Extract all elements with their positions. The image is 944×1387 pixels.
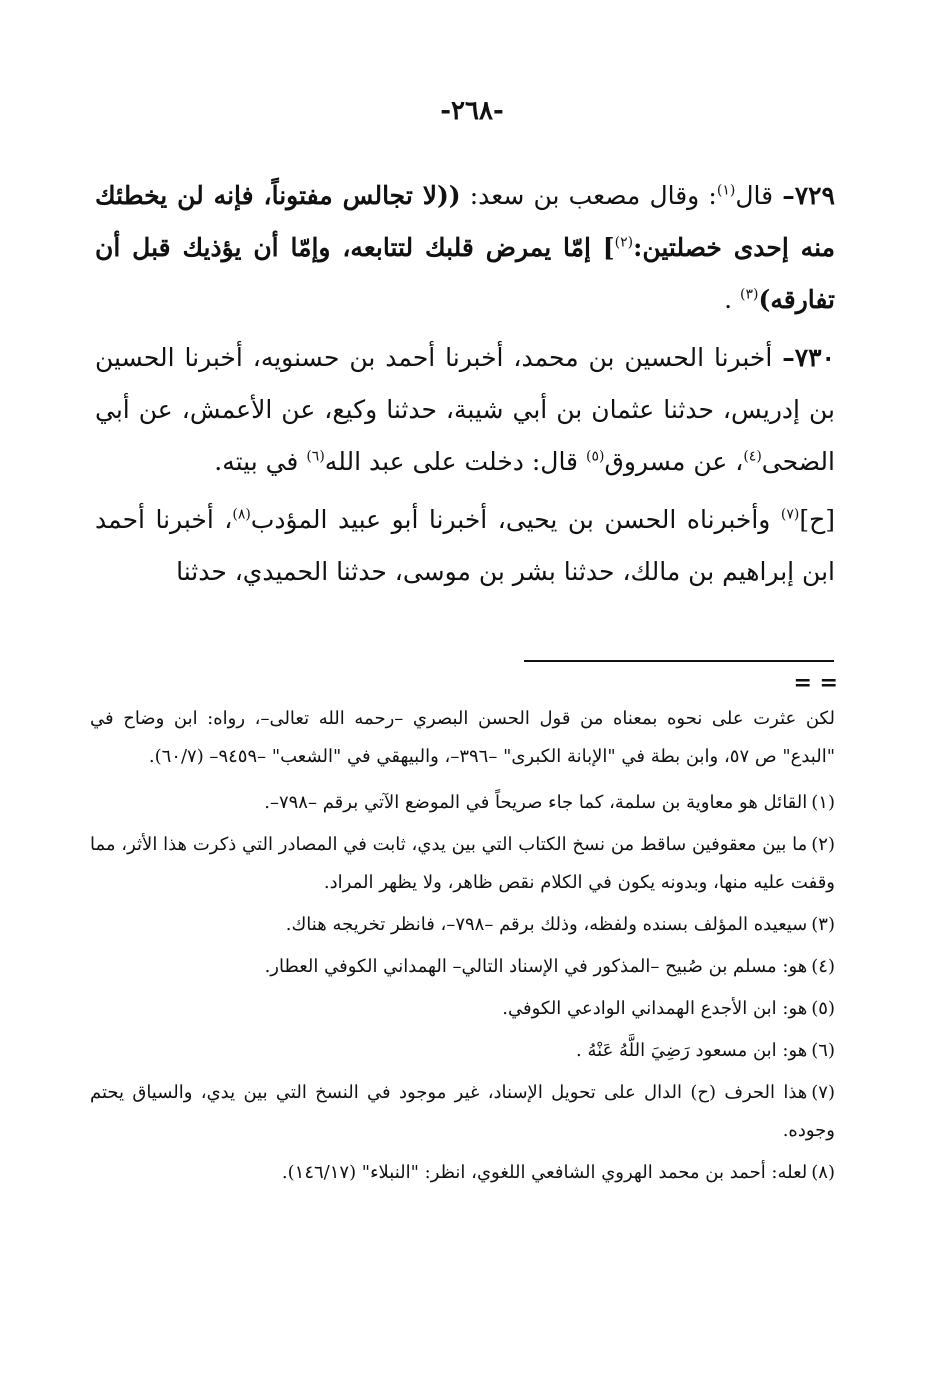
footnote-text: القائل هو معاوية بن سلمة، كما جاء صريحاً في الموضع الآتي برقم –٧٩٨–. (264, 792, 808, 813)
footnotes (90, 700, 835, 1196)
footnote-ref: (٧) (780, 506, 800, 523)
footnote-3 (90, 906, 835, 944)
footnote-continuation: لكن عثرت على نحوه بمعناه من قول الحسن البصري –رحمه الله تعالى–، رواه: ابن وضاح في "البدع" ص ٥٧، وابن بطة في "الإبانة الكبرى" –٣٩٦–، والبيهقي في "الشعب" –٩٤٥٩– (٦٠/٧). (90, 708, 835, 767)
footnote-1 (90, 784, 835, 822)
footnote-2 (90, 826, 835, 902)
entry-text: قال (735, 181, 774, 210)
entry-text: ، أخبرنا أحمد ابن إبراهيم بن مالك، حدثنا بشر بن موسى، حدثنا الحميدي، حدثنا (95, 505, 835, 586)
page-number: -٢٦٨- (440, 96, 504, 126)
footnote-label: (١) (811, 792, 835, 813)
footnote-ref: (٥) (585, 448, 605, 465)
entry-text: في بيته. (214, 447, 307, 476)
footnote-text: هو: ابن الأجدع الهمداني الوادعي الكوفي. (502, 998, 808, 1019)
entry-730-chain (95, 494, 835, 598)
footnote-text: سيعيده المؤلف بسنده ولفظه، وذلك برقم –٧٩٨–، فانظر تخريجه هناك. (285, 914, 808, 935)
footnote-ref: (٢) (614, 234, 634, 251)
entry-number: ٧٢٩– (782, 181, 835, 210)
footnote-label: (٤) (811, 956, 835, 977)
footnote-ref: (٣) (740, 286, 759, 303)
quote-text: ((لا تجالس مفتوناً، فإنه لن يخطئك منه إحدى خصلتين: (95, 181, 836, 262)
footnote-4 (90, 948, 835, 986)
footnote-ref: (١) (716, 182, 736, 199)
entry-729 (95, 170, 835, 326)
entry-text: أخبرنا الحسين بن محمد، أخبرنا أحمد بن حسنويه، أخبرنا الحسين بن إدريس، حدثنا عثمان بن أبي شيبة، حدثنا وكيع، عن الأعمش، عن أبي الضحى (95, 343, 835, 476)
footnote-ref: (٨) (232, 506, 251, 523)
entry-text: قال: دخلت على عبد الله (324, 447, 586, 476)
footnote-8 (90, 1154, 835, 1192)
footnote-label: (٢) (811, 834, 835, 855)
footnote-label: (٥) (811, 998, 835, 1019)
quote-text: ] إمّا يمرض قلبك لتتابعه، وإمّا أن يؤذيك قبل أن تفارقه) (95, 233, 835, 314)
footnote-text: هذا الحرف (ح) الدال على تحويل الإسناد، غير موجود في النسخ التي بين يدي، والسياق يحتم وجوده. (90, 1082, 835, 1141)
main-text (95, 170, 835, 604)
entry-text: . (724, 285, 741, 314)
footnote-separator (524, 660, 834, 662)
entry-text: : وقال مصعب بن سعد: (460, 181, 717, 210)
footnote-text: هو: ابن مسعود رَضِيَ اللَّهُ عَنْهُ . (576, 1040, 808, 1061)
entry-text: ، عن مسروق (604, 447, 744, 476)
footnote-6 (90, 1032, 835, 1070)
footnote-5 (90, 990, 835, 1028)
footnote-text: لعله: أحمد بن محمد الهروي الشافعي اللغوي، انظر: "النبلاء" (١٤٦/١٧). (281, 1162, 808, 1183)
entry-text: وأخبرناه الحسن بن يحيى، أخبرنا أبو عبيد المؤدب (250, 505, 781, 534)
footnote-ref: (٤) (743, 448, 762, 465)
footnote-label: (٦) (811, 1040, 835, 1061)
continuation-mark: = = (793, 670, 838, 696)
entry-number: ٧٣٠– (782, 343, 835, 372)
footnote-text: ما بين معقوفين ساقط من نسخ الكتاب التي بين يدي، ثابت في المصادر التي ذكرت هذا الأثر، مما وقفت عليه منها، وبدونه يكون في الكلام نقص ظاهر، ولا يظهر المراد. (90, 834, 835, 893)
footnote-text: هو: مسلم بن صُبيح –المذكور في الإسناد التالي– الهمداني الكوفي العطار. (264, 956, 808, 977)
footnote-ref: (٦) (306, 448, 325, 465)
footnote-7 (90, 1074, 835, 1150)
footnote-label: (٨) (811, 1162, 835, 1183)
entry-text: [ح] (799, 505, 835, 534)
footnote-label: (٣) (811, 914, 835, 935)
entry-730 (95, 332, 835, 488)
footnote-label: (٧) (811, 1082, 835, 1103)
